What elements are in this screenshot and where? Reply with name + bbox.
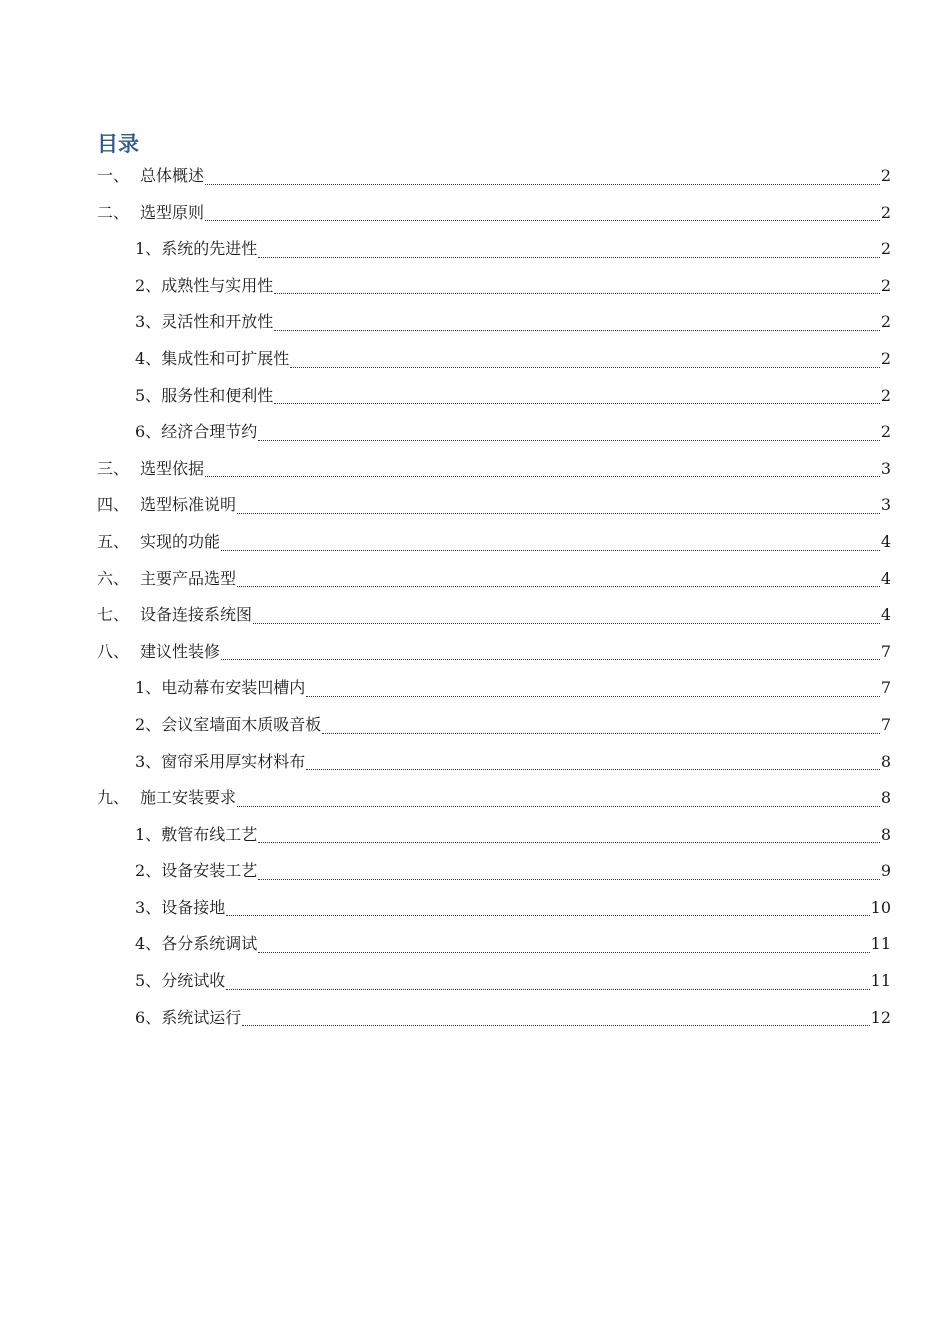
- toc-entry-title: 成熟性与实用性: [161, 275, 274, 295]
- toc-entry-page-number: 4: [880, 568, 891, 588]
- toc-entry-title: 各分系统调试: [161, 934, 258, 954]
- toc-entry-page-number: 10: [870, 897, 891, 917]
- toc-dot-leader: [274, 293, 880, 294]
- toc-entry-title: 总体概述: [140, 166, 205, 185]
- toc-entry-page-number: 7: [880, 678, 891, 698]
- toc-entry[interactable]: [97, 853, 891, 890]
- toc-entry-page-number: 11: [870, 971, 891, 991]
- toc-entry[interactable]: [97, 817, 891, 854]
- toc-entry-number: 2、: [135, 275, 162, 295]
- toc-entry[interactable]: [97, 707, 891, 744]
- toc-entry[interactable]: [97, 634, 891, 671]
- toc-entry-title: 系统的先进性: [161, 239, 258, 259]
- toc-dot-leader: [258, 842, 880, 843]
- toc-dot-leader: [237, 513, 880, 514]
- toc-entry-page-number: 2: [880, 385, 891, 405]
- toc-dot-leader: [226, 915, 869, 916]
- toc-entry-number: 3、: [135, 751, 162, 771]
- toc-dot-leader: [258, 440, 880, 441]
- toc-title: 目录: [97, 132, 139, 156]
- toc-entry[interactable]: [97, 268, 891, 305]
- toc-entry-number: 6、: [135, 1007, 162, 1027]
- toc-entry[interactable]: [97, 963, 891, 1000]
- toc-entry-number: 2、: [135, 861, 162, 881]
- toc-entry-title: 敷管布线工艺: [161, 824, 258, 844]
- toc-entry-page-number: 8: [880, 824, 891, 844]
- toc-entry-page-number: 8: [880, 788, 891, 808]
- toc-dot-leader: [221, 550, 880, 551]
- toc-entry-number: 2、: [135, 714, 162, 734]
- toc-entry-number: 六、: [97, 568, 130, 588]
- toc-entry[interactable]: [97, 195, 891, 232]
- toc-entry-title: 建议性装修: [140, 641, 221, 661]
- toc-entry-title: 分统试收: [161, 971, 226, 991]
- toc-dot-leader: [274, 403, 880, 404]
- toc-dot-leader: [226, 989, 869, 990]
- toc-entry-number: 九、: [97, 788, 130, 808]
- toc-entry-page-number: 3: [880, 495, 891, 515]
- toc-entry-page-number: 7: [880, 641, 891, 661]
- toc-entry-number: 三、: [97, 458, 130, 478]
- toc-entry-page-number: 12: [870, 1007, 891, 1027]
- toc-dot-leader: [306, 696, 880, 697]
- toc-entry-number: 二、: [97, 202, 130, 222]
- toc-entry-title: 灵活性和开放性: [161, 312, 274, 332]
- toc-dot-leader: [205, 220, 880, 221]
- toc-entry-title: 集成性和可扩展性: [161, 348, 290, 368]
- toc-entry[interactable]: [97, 414, 891, 451]
- toc-entry-page-number: 2: [880, 348, 891, 368]
- toc-entry[interactable]: [97, 341, 891, 378]
- toc-entry-number: 1、: [135, 824, 162, 844]
- toc-entry[interactable]: [97, 451, 891, 488]
- toc-entry-title: 窗帘采用厚实材料布: [161, 751, 306, 771]
- toc-dot-leader: [258, 952, 869, 953]
- toc-dot-leader: [205, 184, 880, 185]
- toc-entry-title: 设备接地: [161, 897, 226, 917]
- toc-entry-page-number: 9: [880, 861, 891, 881]
- toc-entry-title: 实现的功能: [140, 531, 221, 551]
- toc-entry-page-number: 2: [880, 275, 891, 295]
- toc-entry-page-number: 2: [880, 202, 891, 222]
- toc-dot-leader: [258, 257, 880, 258]
- toc-dot-leader: [237, 806, 880, 807]
- toc-entry[interactable]: [97, 561, 891, 598]
- toc-entry-title: 设备连接系统图: [140, 605, 253, 625]
- toc-dot-leader: [306, 769, 880, 770]
- toc-entry[interactable]: [97, 378, 891, 415]
- toc-entry-title: 主要产品选型: [140, 568, 237, 588]
- toc-entry-number: 5、: [135, 385, 162, 405]
- toc-entry-page-number: 2: [880, 422, 891, 442]
- toc-list: [97, 158, 891, 1036]
- toc-entry-number: 3、: [135, 312, 162, 332]
- toc-entry-title: 设备安装工艺: [161, 861, 258, 881]
- toc-entry-number: 6、: [135, 422, 162, 442]
- toc-entry-page-number: 4: [880, 605, 891, 625]
- toc-entry[interactable]: [97, 780, 891, 817]
- toc-dot-leader: [237, 586, 880, 587]
- toc-dot-leader: [221, 659, 880, 660]
- toc-entry-number: 八、: [97, 641, 130, 661]
- toc-entry[interactable]: [97, 304, 891, 341]
- toc-entry[interactable]: [97, 744, 891, 781]
- toc-entry-title: 选型标准说明: [140, 495, 237, 515]
- toc-entry-page-number: 8: [880, 751, 891, 771]
- toc-dot-leader: [242, 1025, 869, 1026]
- toc-entry-number: 5、: [135, 971, 162, 991]
- toc-entry[interactable]: [97, 487, 891, 524]
- toc-entry-number: 七、: [97, 605, 130, 625]
- toc-entry-number: 四、: [97, 495, 130, 515]
- toc-entry-title: 系统试运行: [161, 1007, 242, 1027]
- toc-entry-page-number: 11: [870, 934, 891, 954]
- toc-entry-page-number: 4: [880, 531, 891, 551]
- toc-entry-page-number: 7: [880, 714, 891, 734]
- toc-entry-title: 电动幕布安装凹槽内: [161, 678, 306, 698]
- toc-dot-leader: [290, 367, 880, 368]
- toc-dot-leader: [274, 330, 880, 331]
- toc-entry-title: 选型原则: [140, 202, 205, 222]
- toc-entry-title: 经济合理节约: [161, 422, 258, 442]
- toc-entry-page-number: 2: [880, 239, 891, 259]
- toc-entry[interactable]: [97, 890, 891, 927]
- toc-entry[interactable]: [97, 670, 891, 707]
- toc-entry[interactable]: [97, 597, 891, 634]
- toc-entry-title: 会议室墙面木质吸音板: [161, 714, 322, 734]
- toc-entry-number: 3、: [135, 897, 162, 917]
- toc-entry-number: 1、: [135, 678, 162, 698]
- toc-entry-title: 施工安装要求: [140, 788, 237, 808]
- toc-entry-title: 服务性和便利性: [161, 385, 274, 405]
- toc-entry[interactable]: [97, 1000, 891, 1037]
- toc-entry-number: 五、: [97, 531, 130, 551]
- toc-entry-number: 4、: [135, 934, 162, 954]
- toc-entry-page-number: 2: [880, 166, 891, 185]
- toc-dot-leader: [258, 879, 880, 880]
- toc-dot-leader: [253, 623, 880, 624]
- toc-entry-page-number: 3: [880, 458, 891, 478]
- toc-entry-number: 1、: [135, 239, 162, 259]
- toc-entry[interactable]: [97, 524, 891, 561]
- toc-entry[interactable]: [97, 926, 891, 963]
- toc-entry-number: 一、: [97, 166, 130, 185]
- toc-entry-page-number: 2: [880, 312, 891, 332]
- toc-dot-leader: [205, 476, 880, 477]
- toc-entry[interactable]: [97, 231, 891, 268]
- toc-entry-title: 选型依据: [140, 458, 205, 478]
- toc-dot-leader: [322, 733, 880, 734]
- toc-entry[interactable]: [97, 158, 891, 195]
- toc-entry-number: 4、: [135, 348, 162, 368]
